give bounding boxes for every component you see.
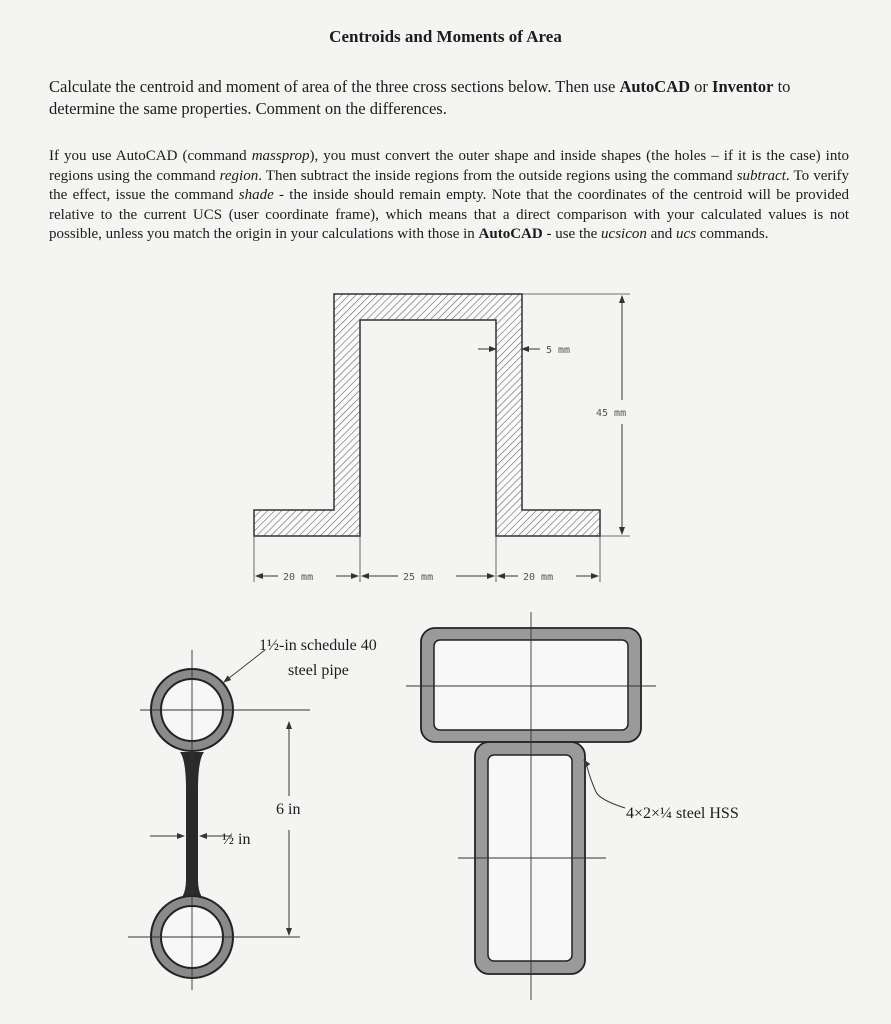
page-title: Centroids and Moments of Area [329, 27, 562, 46]
width-mid-label: 25 mm [403, 572, 434, 583]
thickness-dimension-label: 5 mm [546, 345, 571, 356]
hat-section-figure [254, 294, 630, 583]
instructions-paragraph: If you use AutoCAD (command massprop), you must convert the outer shape and inside shapes (the holes – if it is the case) into regions using the command region. Then subtract the inside regions from the outside regions using the command subtract. To verify the effect, issue the command shade - the inside should remain empty. Note that the coordinates of the centroid will be provided relative to the current UCS (user coordinate frame), which means that a direct comparison with your calculated values is not possible, unless you match the origin in your calculations with those in AutoCAD - use the ucsicon and ucs commands. [49, 148, 850, 242]
span-dimension-label: 6 in [276, 801, 301, 818]
width-right-label: 20 mm [523, 572, 554, 583]
intro-paragraph: Calculate the centroid and moment of area of the three cross sections below. Then use AutoCAD or Inventor to determine the same properties. Comment on the differences. [49, 77, 791, 118]
pipe-material-label: steel pipe [288, 662, 349, 679]
hat-section-shape [254, 294, 600, 536]
width-left-label: 20 mm [283, 572, 314, 583]
hss-size-label: 4×2×¼ steel HSS [626, 805, 739, 822]
pipe-size-label: 1½-in schedule 40 [259, 637, 377, 654]
link-web [178, 752, 206, 902]
height-dimension-label: 45 mm [596, 408, 627, 419]
hss-section-figure [406, 612, 739, 1000]
pipe-link-figure [128, 637, 377, 990]
web-thickness-label: ½ in [222, 831, 251, 848]
